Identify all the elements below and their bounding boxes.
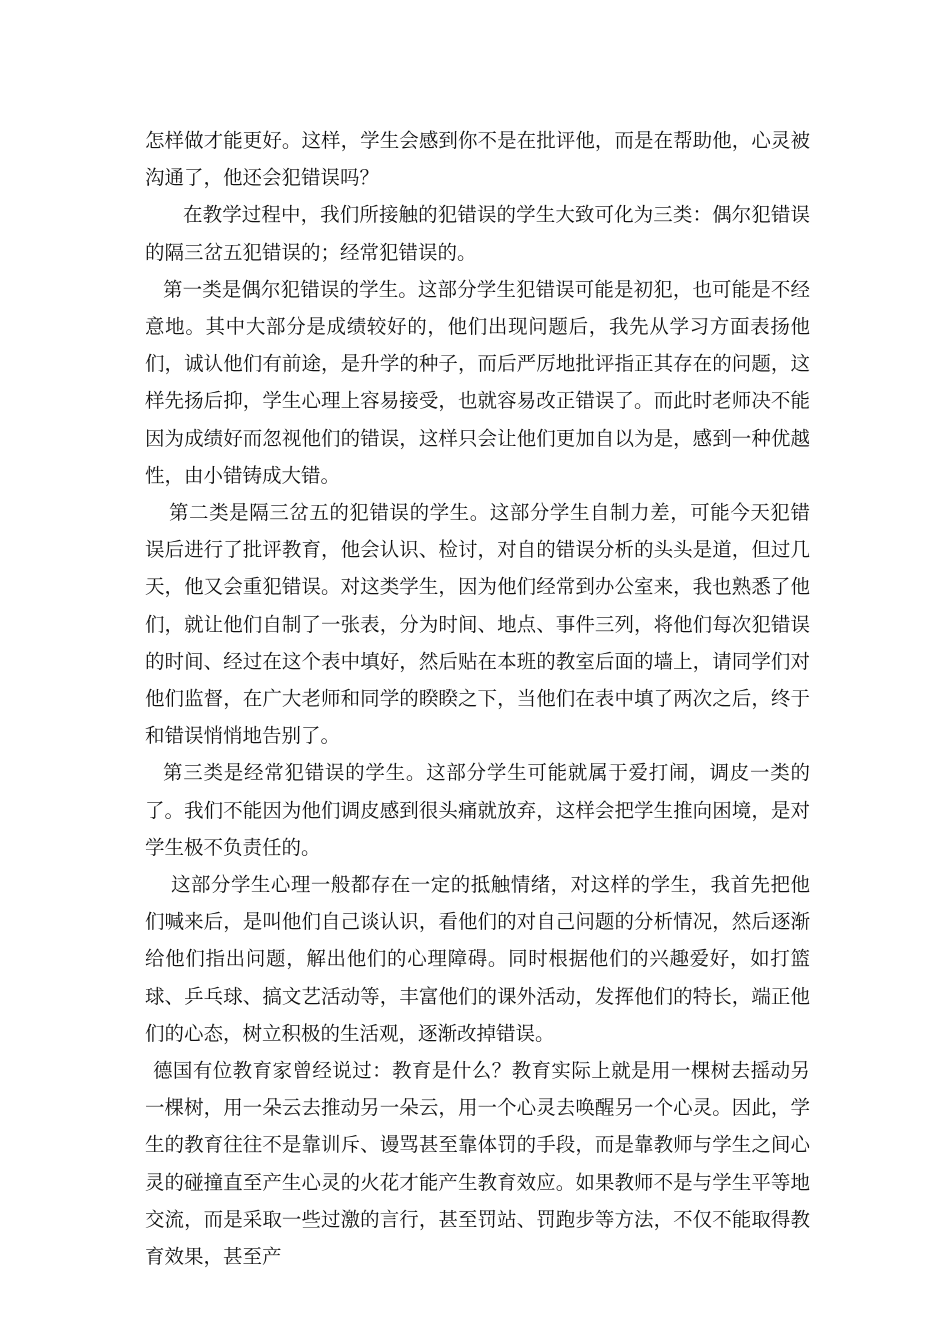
paragraph-5: 第三类是经常犯错误的学生。这部分学生可能就属于爱打闹，调皮一类的了。我们不能因为他们调皮感到很头痛就放弃，这样会把学生推向困境，是对学生极不负责任的。 bbox=[145, 761, 810, 859]
paragraph-2: 在教学过程中，我们所接触的犯错误的学生大致可化为三类：偶尔犯错误的隔三岔五犯错误的；经常犯错误的。 bbox=[145, 203, 810, 264]
paragraph-7: 德国有位教育家曾经说过：教育是什么？教育实际上就是用一棵树去摇动另一棵树，用一朵云去推动另一朵云，用一个心灵去唤醒另一个心灵。因此，学生的教育往往不是靠训斥、谩骂甚至靠体罚的手段，而是靠教师与学生之间心灵的碰撞直至产生心灵的火花才能产生教育效应。如果教师不是与学生平等地交流，而是采取一些过激的言行，甚至罚站、罚跑步等方法，不仅不能取得教育效果，甚至产 bbox=[145, 1059, 810, 1269]
paragraph-1: 怎样做才能更好。这样，学生会感到你不是在批评他，而是在帮助他，心灵被沟通了，他还会犯错误吗？ bbox=[145, 129, 810, 190]
paragraph-3: 第一类是偶尔犯错误的学生。这部分学生犯错误可能是初犯，也可能是不经意地。其中大部分是成绩较好的，他们出现问题后，我先从学习方面表扬他们，诚认他们有前途，是升学的种子，而后严厉地批评指正其存在的问题，这样先扬后抑，学生心理上容易接受，也就容易改正错误了。而此时老师决不能因为成绩好而忽视他们的错误，这样只会让他们更加自以为是，感到一种优越性，由小错铸成大错。 bbox=[145, 277, 810, 487]
paragraph-4: 第二类是隔三岔五的犯错误的学生。这部分学生自制力差，可能今天犯错误后进行了批评教育，他会认识、检讨，对自的错误分析的头头是道，但过几天，他又会重犯错误。对这类学生，因为他们经常到办公室来，我也熟悉了他们，就让他们自制了一张表，分为时间、地点、事件三列，将他们每次犯错误的时间、经过在这个表中填好，然后贴在本班的教室后面的墙上，请同学们对他们监督，在广大老师和同学的睽睽之下，当他们在表中填了两次之后，终于和错误悄悄地告别了。 bbox=[145, 501, 810, 748]
paragraph-6: 这部分学生心理一般都存在一定的抵触情绪，对这样的学生，我首先把他们喊来后，是叫他们自己谈认识，看他们的对自己问题的分析情况，然后逐渐给他们指出问题，解出他们的心理障碍。同时根据他们的兴趣爱好，如打篮球、乒乓球、搞文艺活动等，丰富他们的课外活动，发挥他们的特长，端正他们的心态，树立积极的生活观，逐渐改掉错误。 bbox=[145, 873, 810, 1045]
body-text bbox=[145, 122, 810, 1275]
